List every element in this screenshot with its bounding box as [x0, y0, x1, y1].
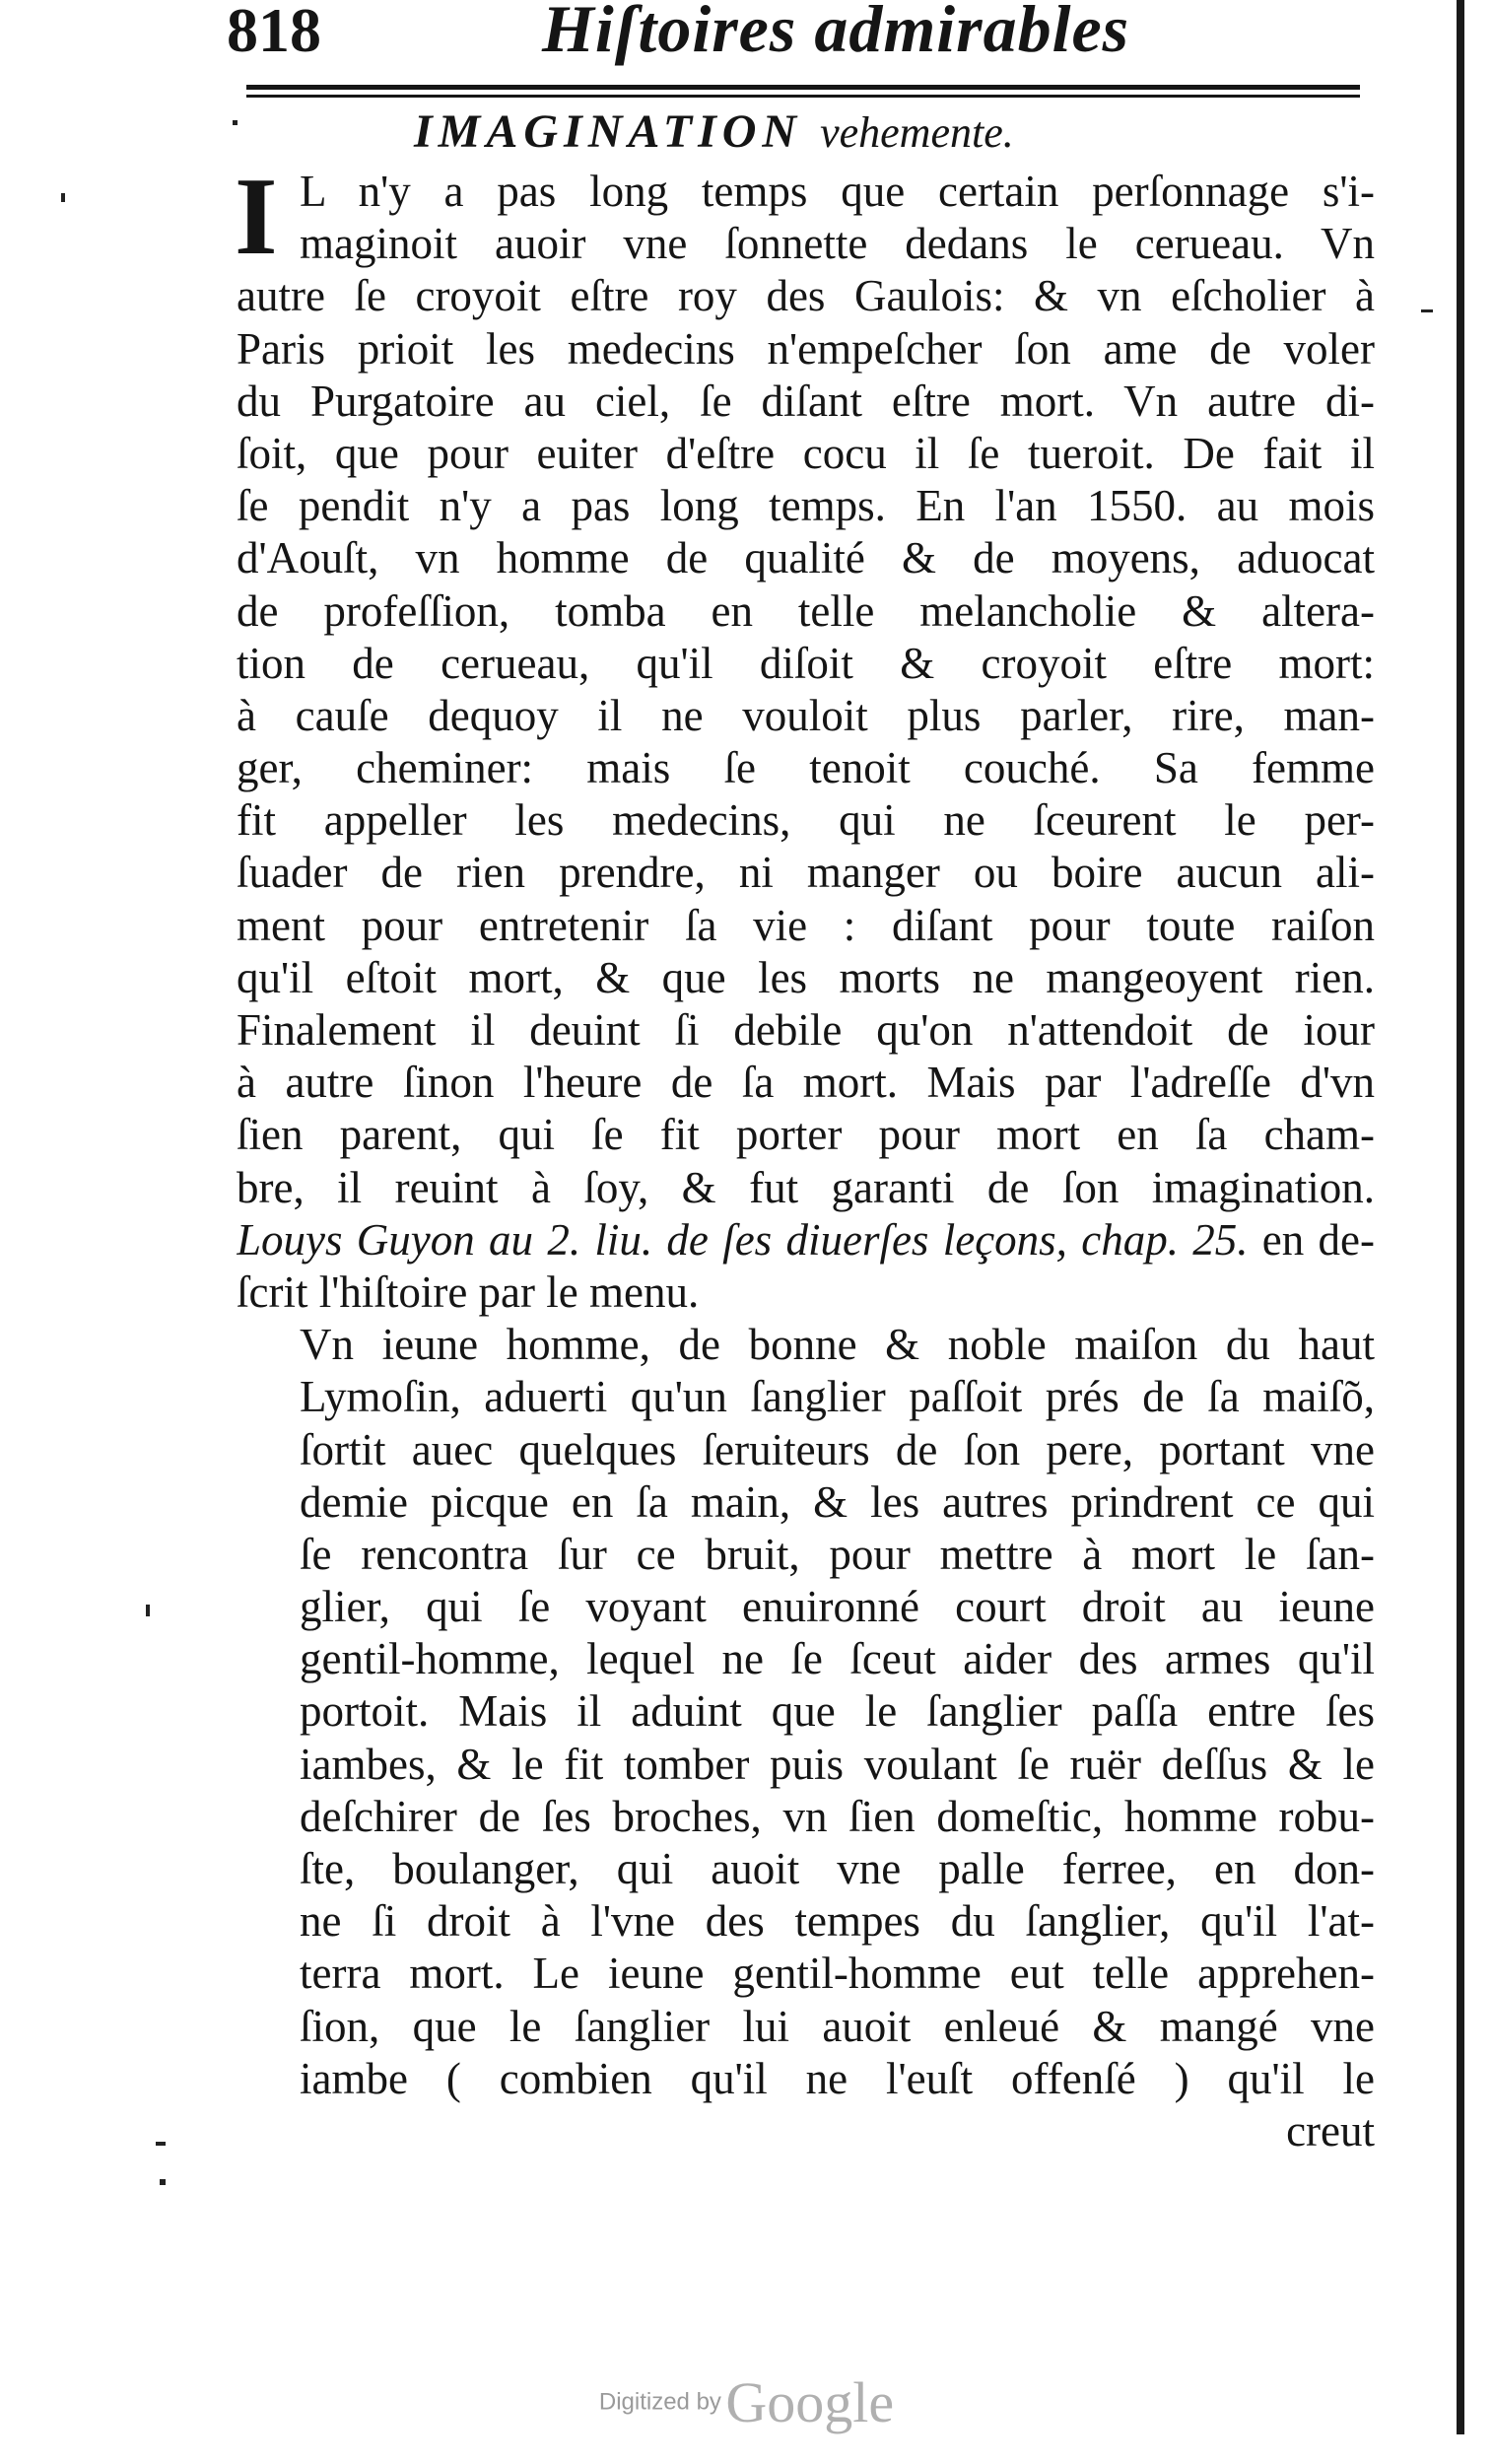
catchword: creut: [1286, 2105, 1375, 2156]
digitized-by-label: Digitized by: [598, 2388, 721, 2416]
text-line: gentil-homme, lequel ne ſe ſceut aider des armes qu'il: [300, 1634, 1375, 1684]
body-text: [235, 156, 1375, 2157]
google-wordmark: Google: [725, 2370, 895, 2434]
section-subtitle: vehemente.: [820, 108, 1014, 157]
text-line: Vn ieune homme, de bonne & noble maiſon du haut: [300, 1320, 1375, 1370]
header-rule-thin: [246, 95, 1360, 98]
text-line: L n'y a pas long temps que certain perſonnage s'i-: [300, 167, 1375, 216]
text-line: ſcrit l'hiſtoire par le menu.: [237, 1266, 700, 1317]
ink-speck: [160, 2179, 166, 2185]
text-line: à cauſe dequoy il ne vouloit plus parler, rire, man-: [237, 690, 1375, 740]
text-line: Lymoſin, aduerti qu'un ſanglier paſſoit prés de ſa maiſõ,: [300, 1372, 1375, 1422]
text-line: glier, qui ſe voyant enuironné court droit au ieune: [300, 1582, 1375, 1632]
text-line: ſe pendit n'y a pas long temps. En l'an 1550. au mois: [237, 481, 1375, 531]
text-line: autre ſe croyoit eſtre roy des Gaulois: & vn eſcholier à: [237, 271, 1375, 321]
digitization-footer: [0, 2369, 1493, 2435]
page-header: [227, 0, 1370, 69]
text-line: ſe rencontra ſur ce bruit, pour mettre à mort le ſan-: [300, 1529, 1375, 1579]
header-rule: [246, 85, 1360, 90]
text-line: du Purgatoire au ciel, ſe diſant eſtre mort. Vn autre di-: [237, 376, 1375, 426]
text-line: ger, cheminer: mais ſe tenoit couché. Sa femme: [237, 743, 1375, 793]
text-line: Finalement il deuint ſi debile qu'on n'attendoit de iour: [237, 1005, 1375, 1055]
paragraph-2: [237, 1319, 1375, 2157]
text-line: d'Aouſt, vn homme de qualité & de moyens, aduocat: [237, 533, 1375, 583]
text-line: à autre ſinon l'heure de ſa mort. Mais par l'adreſſe d'vn: [237, 1058, 1375, 1108]
text-line: terra mort. Le ieune gentil-homme eut telle apprehen-: [300, 1949, 1375, 1999]
text-line: ſortit auec quelques ſeruiteurs de ſon pere, portant vne: [300, 1424, 1375, 1474]
text-line: ſion, que le ſanglier lui auoit enleué & mangé vne: [300, 2001, 1375, 2051]
page-edge-line: [1457, 0, 1464, 2434]
text-line: de profeſſion, tomba en telle melancholie & altera-: [237, 585, 1375, 636]
text-line: ſuader de rien prendre, ni manger ou boire aucun ali-: [237, 848, 1375, 898]
citation-tail: en de-: [1261, 1214, 1375, 1265]
ink-speck: [61, 193, 65, 202]
section-title: IMAGINATION: [414, 105, 803, 158]
text-line: ment pour entretenir ſa vie : diſant pour toute raiſon: [237, 900, 1375, 950]
citation-line: [237, 1214, 1375, 1266]
text-line: iambe ( combien qu'il ne l'euſt offenſé ) qu'il le: [300, 2053, 1375, 2103]
text-line: ne ſi droit à l'vne des tempes du ſanglier, qu'il l'at-: [300, 1896, 1375, 1947]
ink-speck: [233, 120, 238, 125]
running-title: Hiſtoires admirables: [542, 0, 1130, 66]
text-line: ſte, boulanger, qui auoit vne palle ferree, en don-: [300, 1844, 1375, 1893]
text-line: bre, il reuint à ſoy, & fut garanti de ſon imagination.: [237, 1162, 1375, 1212]
page-number: 818: [227, 0, 321, 65]
text-line: ſien parent, qui ſe fit porter pour mort en ſa cham-: [237, 1110, 1375, 1160]
text-line: portoit. Mais il aduint que le ſanglier paſſa entre ſes: [300, 1686, 1375, 1737]
drop-cap: I: [235, 156, 278, 278]
text-line: tion de cerueau, qu'il diſoit & croyoit eſtre mort:: [237, 638, 1375, 688]
text-line: ſoit, que pour euiter d'eſtre cocu il ſe tueroit. De fait il: [237, 428, 1375, 478]
text-line: fit appeller les medecins, qui ne ſceurent le per-: [237, 795, 1375, 846]
ink-speck: [146, 1605, 150, 1616]
text-line: iambes, & le fit tomber puis voulant ſe ruër deſſus & le: [300, 1739, 1375, 1789]
section-heading: [414, 104, 1014, 159]
paragraph-1: [235, 156, 1375, 1319]
ink-speck: [156, 2142, 166, 2146]
text-line: deſchirer de ſes broches, vn ſien domeſtic, homme robu-: [300, 1791, 1375, 1841]
citation: Louys Guyon au 2. liu. de ſes diuerſes leçons, chap. 25.: [237, 1214, 1249, 1265]
text-line: demie picque en ſa main, & les autres prindrent ce qui: [300, 1476, 1375, 1527]
ink-speck: [1421, 309, 1433, 312]
text-line: qu'il eſtoit mort, & que les morts ne mangeoyent rien.: [237, 952, 1375, 1002]
text-line: maginoit auoir vne ſonnette dedans le cerueau. Vn: [300, 219, 1375, 269]
text-line: Paris prioit les medecins n'empeſcher ſon ame de voler: [237, 323, 1375, 374]
